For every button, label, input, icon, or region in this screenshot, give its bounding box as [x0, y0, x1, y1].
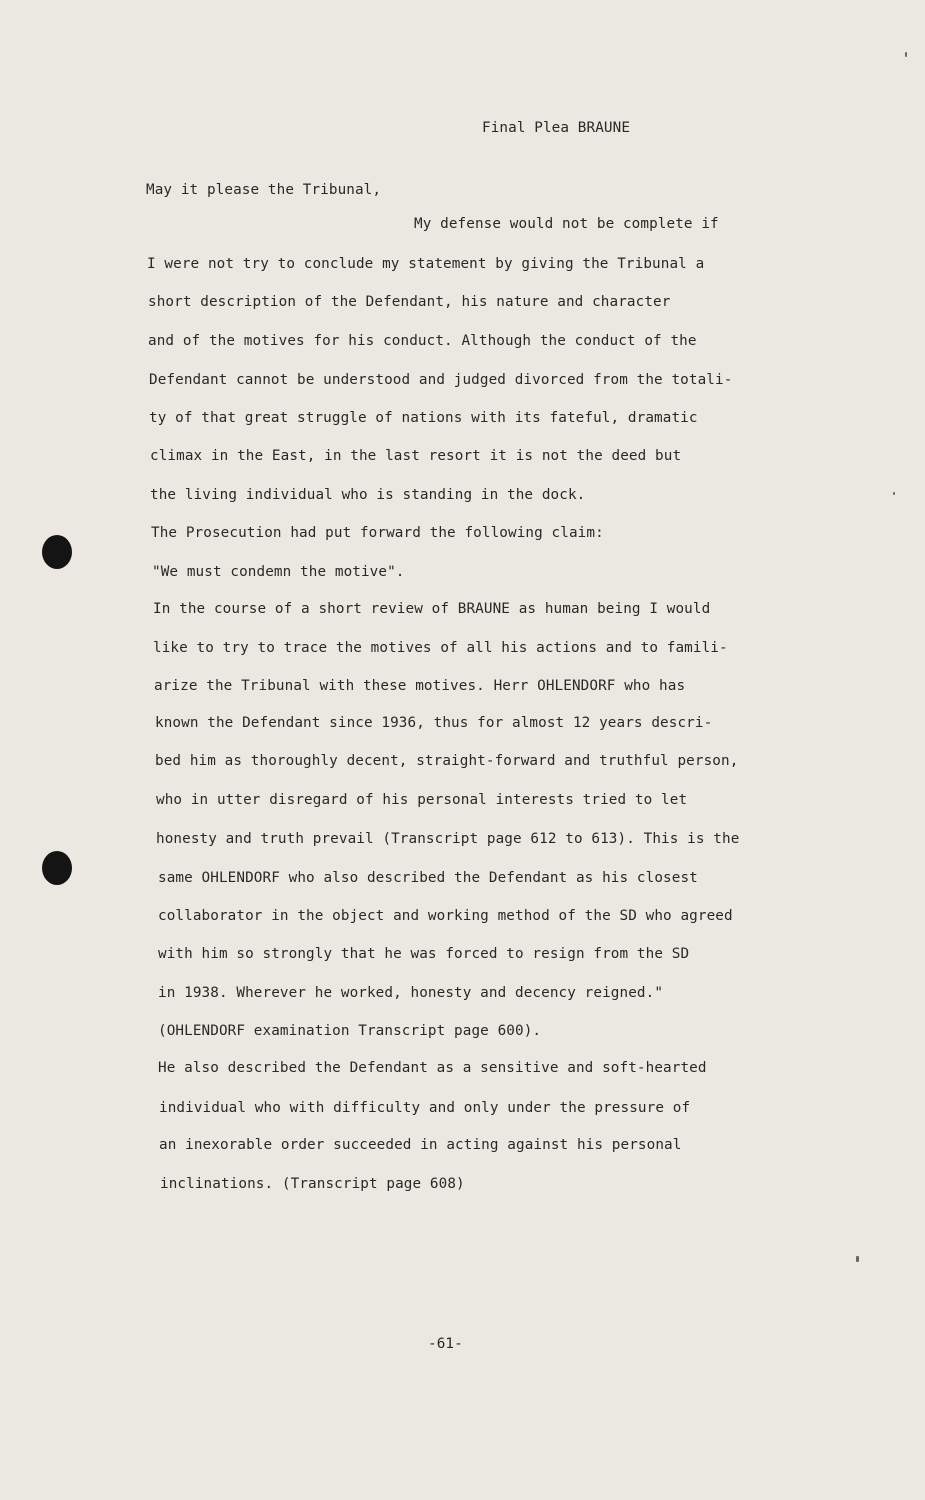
paper-speck — [905, 52, 907, 57]
body-line: like to try to trace the motives of all his actions and to famili- — [153, 640, 728, 656]
page-number: -61- — [428, 1336, 463, 1352]
body-line: He also described the Defendant as a sensitive and soft-hearted — [158, 1060, 707, 1076]
body-line: same OHLENDORF who also described the Defendant as his closest — [158, 870, 698, 886]
body-line: In the course of a short review of BRAUNE as human being I would — [153, 601, 711, 617]
body-line: climax in the East, in the last resort it is not the deed but — [150, 448, 682, 464]
body-line: in 1938. Wherever he worked, honesty and decency reigned." — [158, 985, 664, 1001]
body-line: collaborator in the object and working method of the SD who agreed — [158, 908, 733, 924]
body-line: "We must condemn the motive". — [152, 564, 405, 580]
body-line: who in utter disregard of his personal interests tried to let — [156, 792, 688, 808]
body-line: ty of that great struggle of nations with its fateful, dramatic — [149, 410, 698, 426]
body-line: and of the motives for his conduct. Although the conduct of the — [148, 333, 697, 349]
body-line: The Prosecution had put forward the following claim: — [151, 525, 604, 541]
body-line: an inexorable order succeeded in acting against his personal — [159, 1137, 682, 1153]
document-header: Final Plea BRAUNE — [482, 120, 631, 136]
body-line: I were not try to conclude my statement by giving the Tribunal a — [147, 256, 705, 272]
body-line: bed him as thoroughly decent, straight-forward and truthful person, — [155, 753, 739, 769]
body-line: arize the Tribunal with these motives. Herr OHLENDORF who has — [154, 678, 686, 694]
salutation: May it please the Tribunal, — [146, 182, 382, 198]
body-line: (OHLENDORF examination Transcript page 600). — [158, 1023, 542, 1039]
body-line: honesty and truth prevail (Transcript page 612 to 613). This is the — [156, 831, 740, 847]
body-line: the living individual who is standing in the dock. — [150, 487, 586, 503]
body-line: short description of the Defendant, his nature and character — [148, 294, 671, 310]
body-line: inclinations. (Transcript page 608) — [160, 1176, 465, 1192]
paper-speck — [856, 1256, 859, 1262]
body-line: Defendant cannot be understood and judged divorced from the totali- — [149, 372, 733, 388]
body-line: with him so strongly that he was forced to resign from the SD — [158, 946, 690, 962]
paper-speck — [893, 492, 895, 495]
body-line: individual who with difficulty and only under the pressure of — [159, 1100, 691, 1116]
punch-hole-top — [42, 535, 72, 569]
body-line: My defense would not be complete if — [414, 216, 719, 232]
punch-hole-bottom — [42, 851, 72, 885]
body-line: known the Defendant since 1936, thus for almost 12 years descri- — [155, 715, 713, 731]
